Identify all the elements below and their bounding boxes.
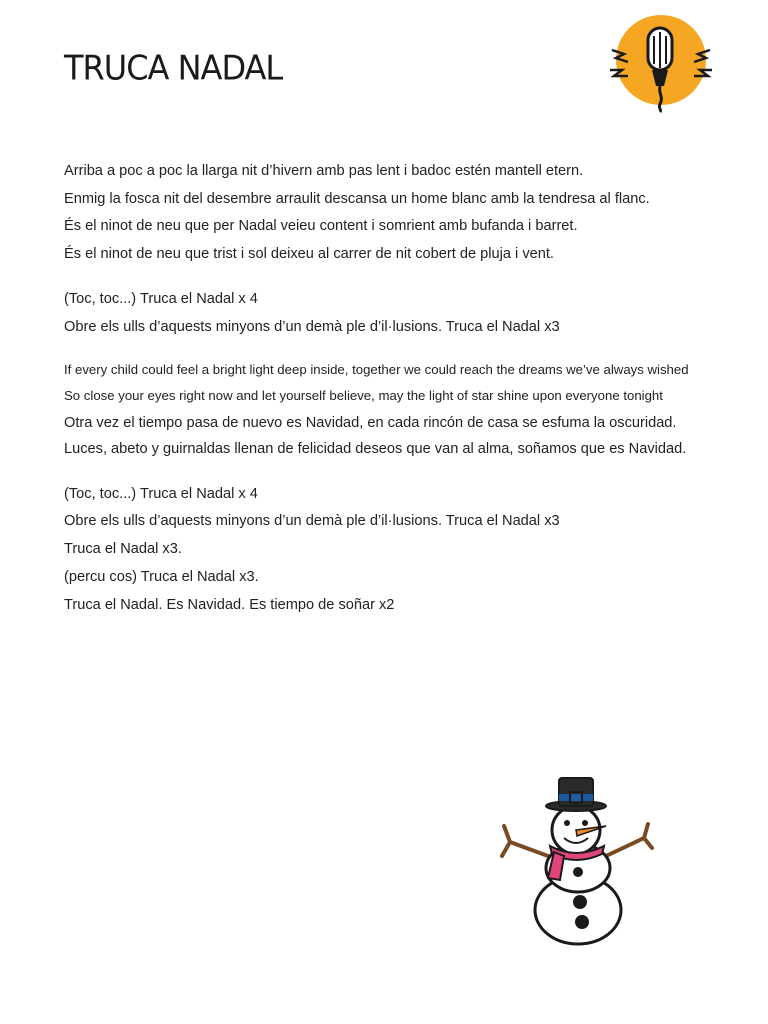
lyric-line: So close your eyes right now and let yourself believe, may the light of star shine upon everyone tonight: [64, 387, 663, 403]
verse-1: [64, 162, 721, 263]
english-verse: [64, 362, 721, 404]
lyric-line: (percu cos) Truca el Nadal x3.: [64, 568, 259, 585]
lyric-line: Truca el Nadal x3.: [64, 541, 182, 558]
microphone-icon: [606, 14, 716, 114]
lyric-line: Truca el Nadal. Es Navidad. Es tiempo de soñar x2: [64, 596, 395, 613]
chorus-2: [64, 485, 721, 614]
page-title: TRUCA NADAL: [64, 48, 283, 88]
lyric-line: (Toc, toc...) Truca el Nadal x 4: [64, 485, 258, 502]
lyric-line: És el ninot de neu que trist i sol deixeu al carrer de nit cobert de pluja i vent.: [64, 245, 554, 262]
spanish-verse: [64, 414, 721, 458]
lyric-line: És el ninot de neu que per Nadal veieu content i somrient amb bufanda i barret.: [64, 218, 578, 234]
lyric-line: Otra vez el tiempo pasa de nuevo es Navidad, en cada rincón de casa se esfuma la oscuridad.: [64, 414, 677, 431]
lyrics-body: [64, 162, 721, 623]
snowman-icon: [456, 768, 698, 952]
lyric-line: Luces, abeto y guirnaldas llenan de felicidad deseos que van al alma, soñamos que es Navidad.: [64, 440, 687, 457]
lyric-line: Obre els ulls d’aquests minyons d’un demà ple d’il·lusions. Truca el Nadal x3: [64, 513, 560, 530]
chorus-1: [64, 290, 721, 336]
lyric-line: Enmig la fosca nit del desembre arraulit descansa un home blanc amb la tendresa al flanc.: [64, 190, 650, 207]
lyric-line: Obre els ulls d’aquests minyons d’un demà ple d’il·lusions. Truca el Nadal x3: [64, 318, 560, 335]
lyric-line: Arriba a poc a poc la llarga nit d’hivern amb pas lent i badoc estén mantell etern.: [64, 163, 584, 179]
lyric-line: If every child could feel a bright light deep inside, together we could reach the dreams we’ve always wished: [64, 361, 689, 377]
lyric-line: (Toc, toc...) Truca el Nadal x 4: [64, 290, 258, 307]
